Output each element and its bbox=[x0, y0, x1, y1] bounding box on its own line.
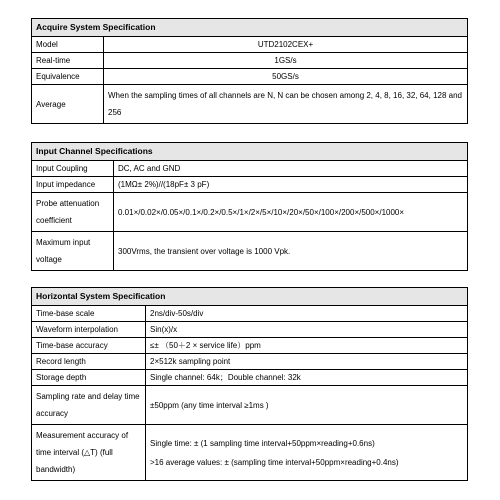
row-value: When the sampling times of all channels are N, N can be chosen among 2, 4, 8, 16, 32, 64, 128 and 256 bbox=[104, 85, 468, 124]
row-label: Model bbox=[32, 37, 104, 53]
horizontal-system-title: Horizontal System Specification bbox=[32, 288, 468, 306]
table-row bbox=[32, 37, 468, 53]
row-value: 50GS/s bbox=[104, 69, 468, 85]
table-row bbox=[32, 85, 468, 124]
row-label: Time-base accuracy bbox=[32, 338, 146, 354]
table-row bbox=[32, 177, 468, 193]
table-row bbox=[32, 370, 468, 386]
row-label: Sampling rate and delay time accuracy bbox=[32, 386, 146, 425]
table-row bbox=[32, 322, 468, 338]
table-row bbox=[32, 354, 468, 370]
row-label: Time-base scale bbox=[32, 306, 146, 322]
row-value: 300Vrms, the transient over voltage is 1000 Vpk. bbox=[114, 232, 468, 271]
row-label: Average bbox=[32, 85, 104, 124]
table-row bbox=[32, 306, 468, 322]
row-value: Sin(x)/x bbox=[146, 322, 468, 338]
row-value: ±50ppm (any time interval ≥1ms ) bbox=[146, 386, 468, 425]
row-label: Input impedance bbox=[32, 177, 114, 193]
row-label: Probe attenuation coefficient bbox=[32, 193, 114, 232]
row-value: 2ns/div-50s/div bbox=[146, 306, 468, 322]
row-label: Input Coupling bbox=[32, 161, 114, 177]
value-line: Single time: ± (1 sampling time interval+50ppm×reading+0.6ns) bbox=[150, 438, 375, 448]
input-channel-title: Input Channel Specifications bbox=[32, 143, 468, 161]
table-row bbox=[32, 193, 468, 232]
table-row bbox=[32, 338, 468, 354]
row-value: 2×512k sampling point bbox=[146, 354, 468, 370]
row-label: Real-time bbox=[32, 53, 104, 69]
horizontal-system-table bbox=[31, 287, 468, 481]
table-row bbox=[32, 53, 468, 69]
value-line: >16 average values: ± (sampling time interval+50ppm×reading+0.4ns) bbox=[150, 457, 399, 467]
row-value bbox=[146, 425, 468, 481]
row-label: Storage depth bbox=[32, 370, 146, 386]
row-label: Equivalence bbox=[32, 69, 104, 85]
row-value: ≤± （50＋2 × service life）ppm bbox=[146, 338, 468, 354]
row-label: Waveform interpolation bbox=[32, 322, 146, 338]
table-row bbox=[32, 425, 468, 481]
acquire-system-title: Acquire System Specification bbox=[32, 19, 468, 37]
table-row bbox=[32, 386, 468, 425]
row-label: Maximum input voltage bbox=[32, 232, 114, 271]
table-row bbox=[32, 232, 468, 271]
row-value: UTD2102CEX+ bbox=[104, 37, 468, 53]
row-value: (1MΩ± 2%)//(18pF± 3 pF) bbox=[114, 177, 468, 193]
row-label: Record length bbox=[32, 354, 146, 370]
table-row bbox=[32, 69, 468, 85]
row-value: DC, AC and GND bbox=[114, 161, 468, 177]
row-value: 0.01×/0.02×/0.05×/0.1×/0.2×/0.5×/1×/2×/5×/10×/20×/50×/100×/200×/500×/1000× bbox=[114, 193, 468, 232]
row-value: 1GS/s bbox=[104, 53, 468, 69]
input-channel-table bbox=[31, 142, 468, 271]
acquire-system-table bbox=[31, 18, 468, 124]
table-row bbox=[32, 161, 468, 177]
row-label: Measurement accuracy of time interval (△T) (full bandwidth) bbox=[32, 425, 146, 481]
row-value: Single channel: 64k；Double channel: 32k bbox=[146, 370, 468, 386]
